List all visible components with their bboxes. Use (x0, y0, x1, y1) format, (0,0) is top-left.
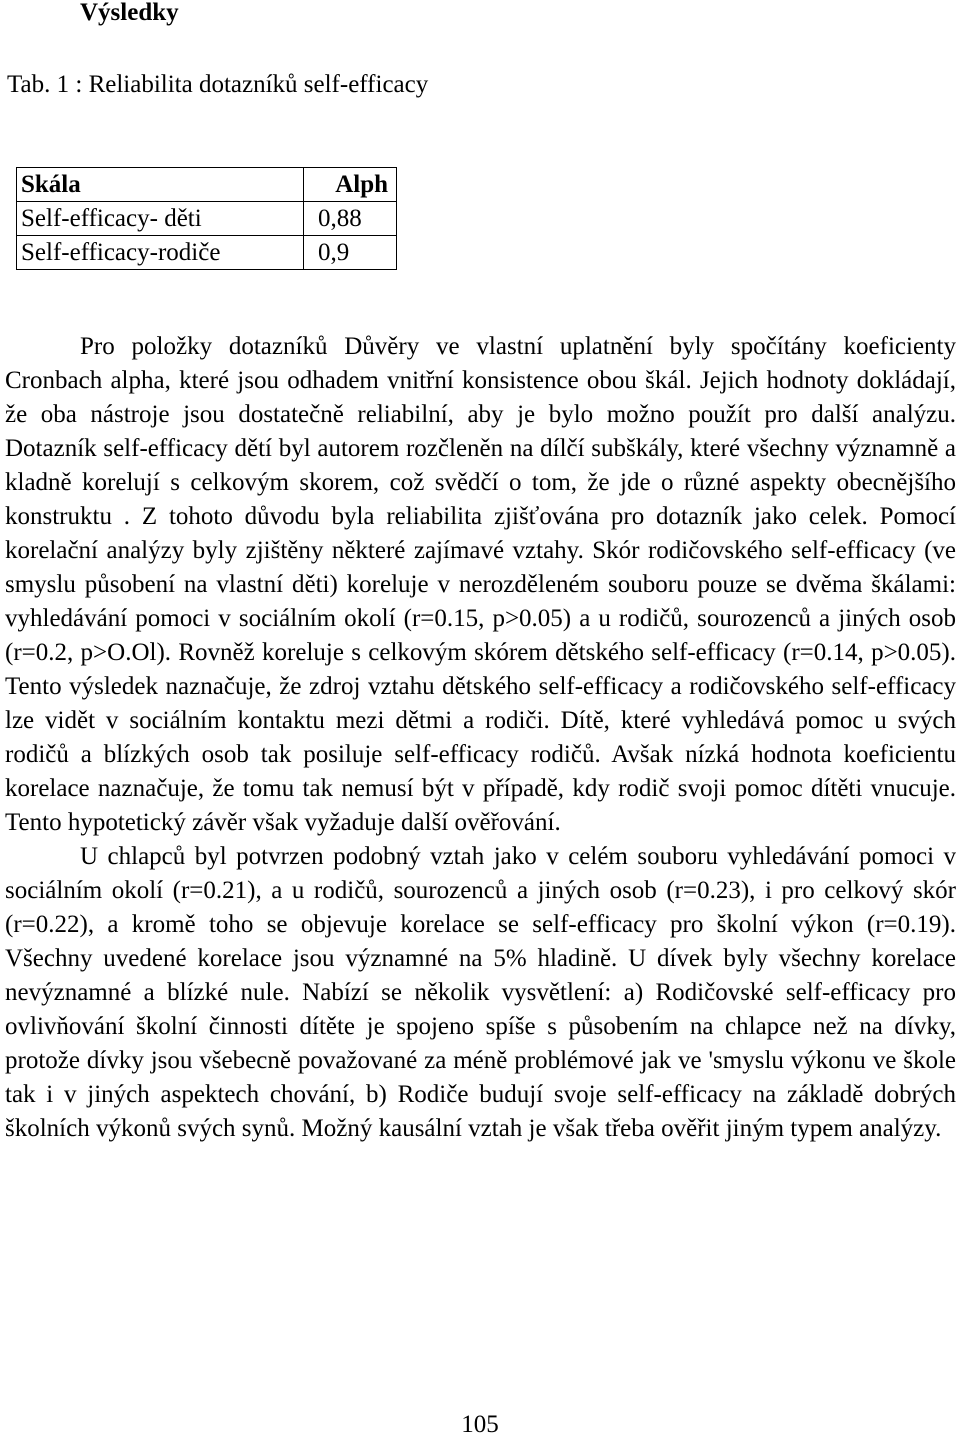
page-number: 105 (461, 1411, 499, 1438)
table-row (17, 236, 397, 270)
table-cell-alpha: 0,9 (304, 236, 397, 270)
table-cell-scale: Self-efficacy-rodiče (17, 236, 304, 270)
table-cell-scale: Self-efficacy- děti (17, 202, 304, 236)
paragraph: Pro položky dotazníků Důvěry ve vlastní uplatnění byly spočítány koeficienty Cronbach alpha, které jsou odhadem vnitřní konsistence obou škál. Jejich hodnoty dokládají, že oba nástroje jsou dostatečně reliabilní, aby je bylo možno použít pro další analýzu. Dotazník self-efficacy dětí byl autorem rozčleněn na dílčí subškály, které všechny významně a kladně korelují s celkovým skorem, což svědčí o tom, že jde o různé aspekty obecnějšího konstruktu . Z tohoto důvodu byla reliabilita zjišťována pro dotazník jako celek. Pomocí korelační analýzy byly zjištěny některé zajímavé vztahy. Skór rodičovského self-efficacy (ve smyslu působení na vlastní děti) koreluje v nerozděleném souboru pouze se dvěma škálami: vyhledávání pomoci v sociálním okolí (r=0.15, p>0.05) a u rodičů, sourozenců a jiných osob (r=0.2, p>O.Ol). Rovněž koreluje s celkovým skórem dětského self-efficacy (r=0.14, p>0.05). Tento výsledek naznačuje, že zdroj vztahu dětského self-efficacy a rodičovského self-efficacy lze vidět v sociálním kontaktu mezi dětmi a rodiči. Dítě, které vyhledává pomoc u svých rodičů a blízkých osob tak posiluje self-efficacy rodičů. Avšak nízká hodnota koeficientu korelace naznačuje, že tomu tak nemusí být v případě, kdy rodič svoji pomoc dítěti vnucuje. Tento hypotetický závěr však vyžaduje další ověřování. (5, 333, 956, 836)
table-caption: Tab. 1 : Reliabilita dotazníků self-efficacy (7, 71, 429, 98)
table-header-row (17, 168, 397, 202)
header-cell-scale: Skála (17, 168, 304, 202)
reliability-table (16, 167, 397, 270)
header-cell-alpha: Alph (304, 168, 397, 202)
paragraph: U chlapců byl potvrzen podobný vztah jako v celém souboru vyhledávání pomoci v sociálním okolí (r=0.21), a u rodičů, sourozenců a jiných osob (r=0.23), i pro celkový skór (r=0.22), a kromě toho se objevuje korelace se self-efficacy pro školní výkon (r=0.19). Všechny uvedené korelace jsou významné na 5% hladině. U dívek byly všechny korelace nevýznamné a blízké nule. Nabízí se několik vysvětlení: a) Rodičovské self-efficacy pro ovlivňování školní činnosti dítěte je spojeno spíše s působením na chlapce než na dívky, protože dívky jsou všebecně považované za méně problémové jak ve 'smyslu výkonu ve škole tak i v jiných aspektech chování, b) Rodiče budují svoje self-efficacy na základě dobrých školních výkonů svých synů. Možný kausální vztah je však třeba ověřit jiným typem analýzy. (5, 843, 956, 1142)
table-cell-alpha: 0,88 (304, 202, 397, 236)
body-text (5, 330, 956, 1146)
table-row (17, 202, 397, 236)
section-heading: Výsledky (80, 0, 179, 26)
